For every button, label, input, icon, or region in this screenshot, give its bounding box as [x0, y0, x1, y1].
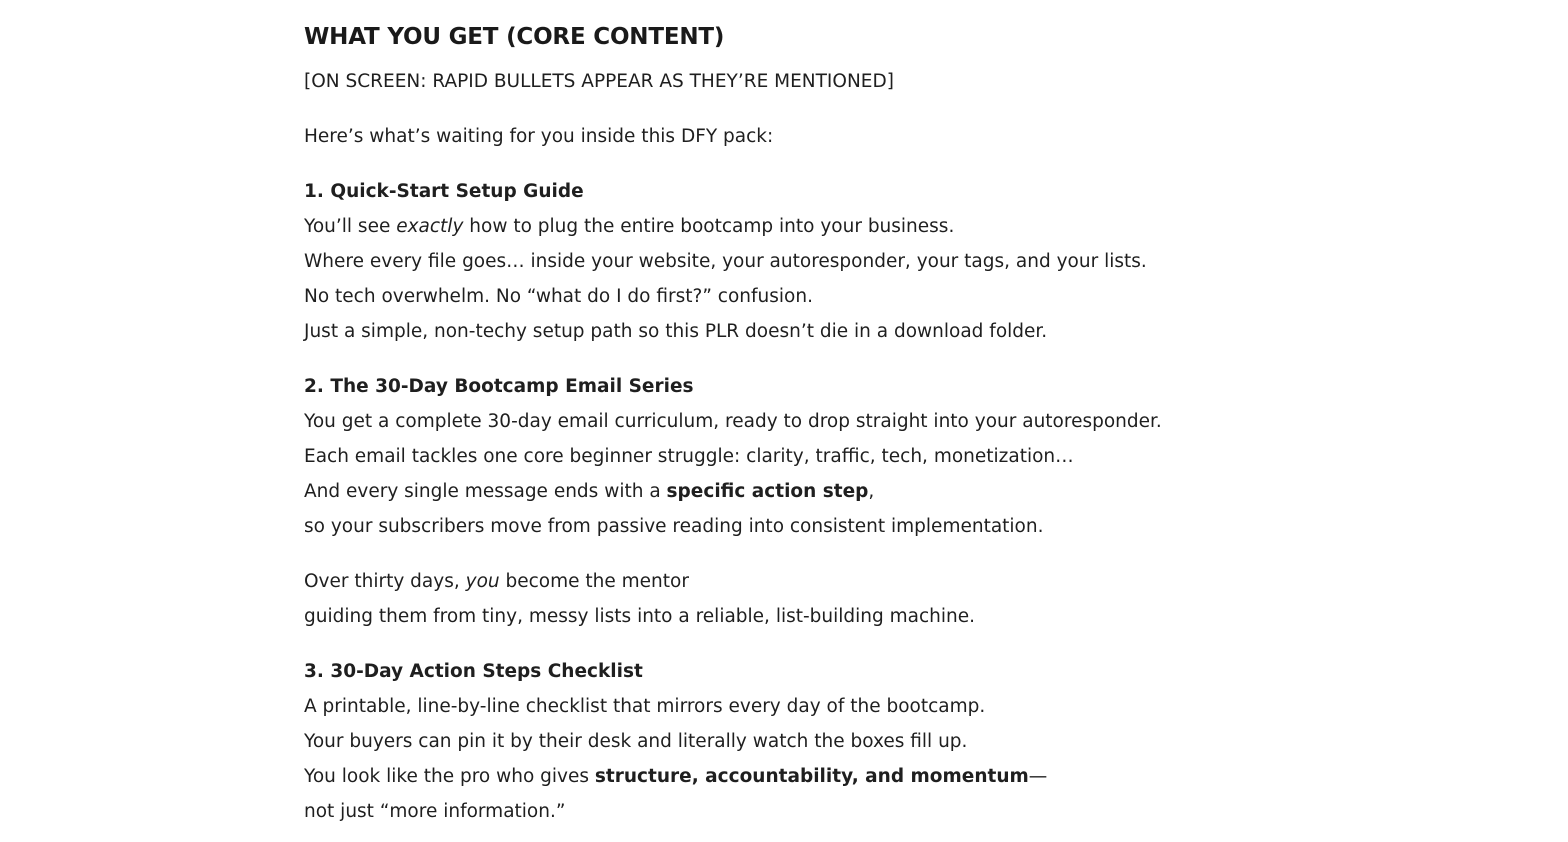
body-line: Just a simple, non-techy setup path so this PLR doesn’t die in a download folder. [304, 321, 1048, 342]
spacer [304, 99, 1284, 119]
section-title: 1. Quick-Start Setup Guide [304, 181, 584, 202]
section-title: 3. 30-Day Action Steps Checklist [304, 661, 643, 682]
body-line [304, 474, 1284, 509]
strong-text: structure, accountability, and momentum [594, 766, 1029, 787]
body-line: so your subscribers move from passive reading into consistent implementation. [304, 516, 1044, 537]
body-line: Each email tackles one core beginner struggle: clarity, traffic, tech, monetization… [304, 446, 1074, 467]
section-checklist [304, 654, 1284, 829]
body-line: not just “more information.” [304, 801, 566, 822]
body-line: You get a complete 30-day email curriculum, ready to drop straight into your autoresponder. [304, 411, 1162, 432]
body-line: No tech overwhelm. No “what do I do first?” confusion. [304, 286, 813, 307]
stage-direction: [ON SCREEN: RAPID BULLETS APPEAR AS THEY’RE MENTIONED] [304, 71, 894, 92]
text-run: You look like the pro who gives [304, 766, 595, 787]
spacer [304, 154, 1284, 174]
text-run: how to plug the entire bootcamp into your business. [463, 216, 955, 237]
text-run: Over thirty days, [304, 571, 466, 592]
body-line [304, 564, 1284, 599]
spacer [304, 634, 1284, 654]
body-line [304, 759, 1284, 794]
body-line: Where every file goes… inside your website, your autoresponder, your tags, and your lists. [304, 251, 1147, 272]
section-quick-start [304, 174, 1284, 349]
strong-text: specific action step [666, 481, 869, 502]
body-line [304, 209, 1284, 244]
spacer [304, 349, 1284, 369]
document-body [304, 20, 1284, 829]
emphasis-text: exactly [396, 216, 464, 237]
section-email-series [304, 369, 1284, 634]
emphasis-text: you [465, 571, 500, 592]
text-run: , [868, 481, 875, 502]
spacer [304, 544, 1284, 564]
section-title: 2. The 30-Day Bootcamp Email Series [304, 376, 694, 397]
text-run: — [1028, 766, 1048, 787]
body-line: A printable, line-by-line checklist that mirrors every day of the bootcamp. [304, 696, 986, 717]
intro-text: Here’s what’s waiting for you inside this DFY pack: [304, 126, 774, 147]
page-title: WHAT YOU GET (CORE CONTENT) [304, 24, 725, 50]
text-run: become the mentor [499, 571, 689, 592]
body-line: Your buyers can pin it by their desk and literally watch the boxes fill up. [304, 731, 968, 752]
text-run: You’ll see [304, 216, 397, 237]
text-run: And every single message ends with a [304, 481, 667, 502]
body-line: guiding them from tiny, messy lists into a reliable, list-building machine. [304, 606, 976, 627]
